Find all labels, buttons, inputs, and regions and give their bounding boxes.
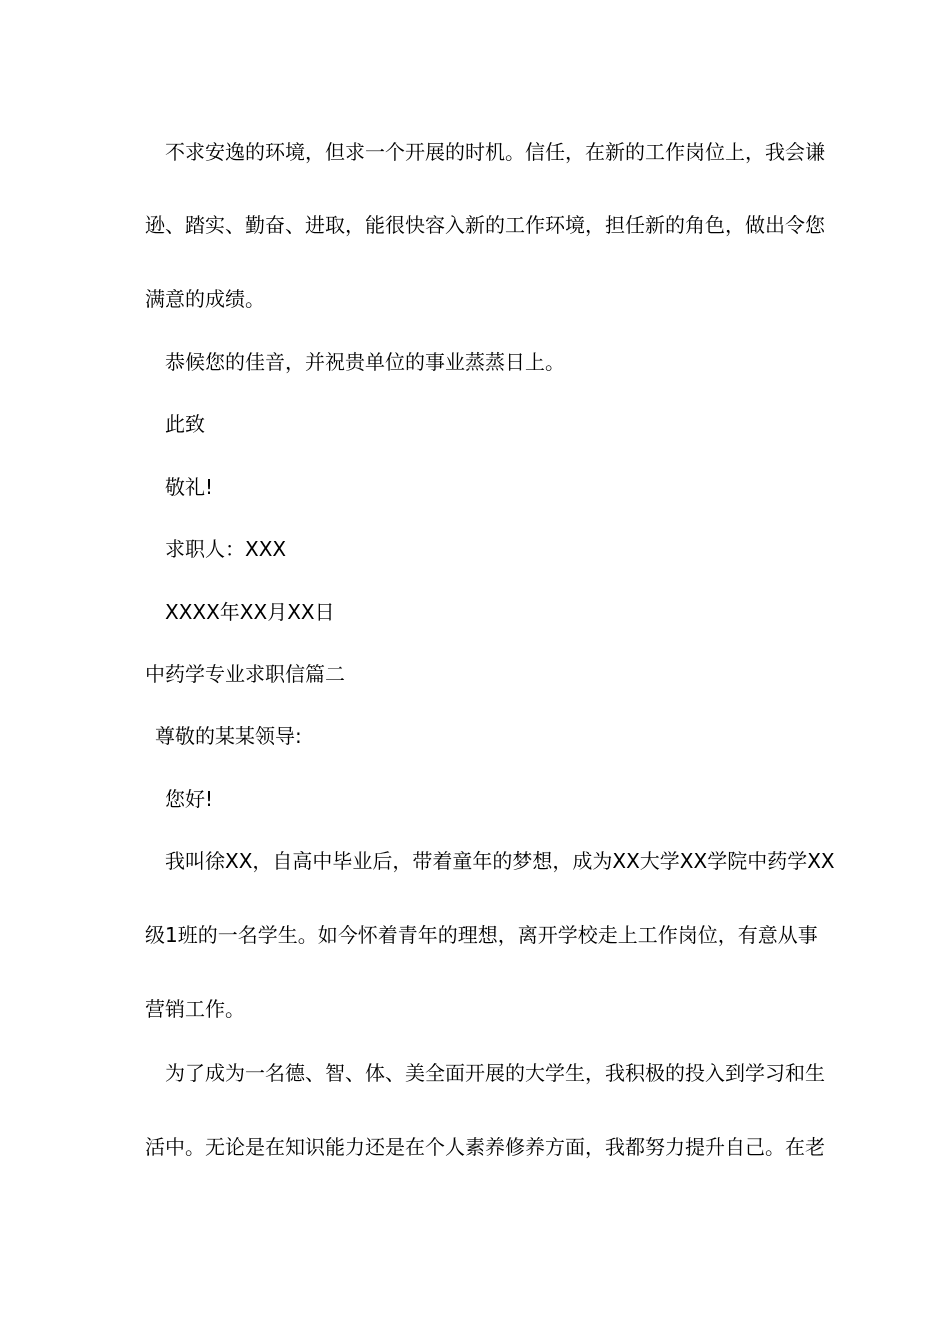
greeting-line: 尊敬的某某领导:: [155, 724, 302, 748]
paragraph-line: 满意的成绩。: [145, 287, 265, 311]
paragraph-line: 我叫徐XX，自高中毕业后，带着童年的梦想，成为XX大学XX学院中药学XX: [165, 849, 835, 873]
signature-line: 求职人：XXX: [165, 537, 287, 561]
paragraph-line: 为了成为一名德、智、体、美全面开展的大学生，我积极的投入到学习和生: [165, 1061, 825, 1085]
paragraph-line: 营销工作。: [145, 997, 245, 1021]
greeting-line: 您好!: [165, 787, 214, 811]
paragraph-line: 恭候您的佳音，并祝贵单位的事业蒸蒸日上。: [165, 350, 565, 374]
date-line: XXXX年XX月XX日: [165, 600, 335, 624]
salutation-line: 敬礼!: [165, 475, 214, 499]
paragraph-line: 不求安逸的环境，但求一个开展的时机。信任，在新的工作岗位上，我会谦: [165, 140, 825, 164]
paragraph-line: 活中。无论是在知识能力还是在个人素养修养方面，我都努力提升自己。在老: [145, 1135, 825, 1159]
closing-line: 此致: [165, 412, 205, 436]
section-heading: 中药学专业求职信篇二: [145, 662, 345, 686]
paragraph-line: 级1班的一名学生。如今怀着青年的理想，离开学校走上工作岗位，有意从事: [145, 923, 818, 947]
paragraph-line: 逊、踏实、勤奋、进取，能很快容入新的工作环境，担任新的角色，做出令您: [145, 213, 825, 237]
